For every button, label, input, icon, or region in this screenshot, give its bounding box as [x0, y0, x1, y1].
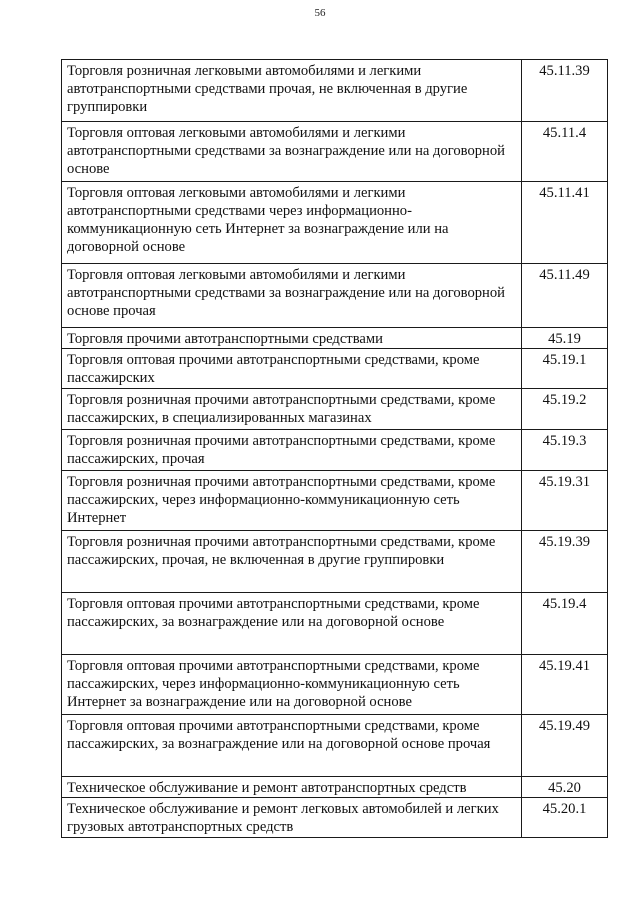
table-row	[62, 60, 608, 122]
table-row	[62, 430, 608, 471]
activity-name-cell: Торговля оптовая прочими автотранспортными средствами, кроме пассажирских, за вознаграждение или на договорной основе	[62, 593, 522, 655]
activity-code-cell: 45.19.31	[522, 471, 608, 531]
activity-code-cell: 45.19.39	[522, 531, 608, 593]
activity-code-cell: 45.19.49	[522, 715, 608, 777]
activity-code-cell: 45.11.4	[522, 122, 608, 182]
activity-name-cell: Торговля оптовая легковыми автомобилями и легкими автотранспортными средствами через информационно-коммуникационную сеть Интернет за вознаграждение или на договорной основе	[62, 182, 522, 264]
table-row	[62, 182, 608, 264]
activity-name-cell: Торговля розничная легковыми автомобилями и легкими автотранспортными средствами прочая, не включенная в другие группировки	[62, 60, 522, 122]
table-row	[62, 471, 608, 531]
activity-name-cell: Торговля прочими автотранспортными средствами	[62, 328, 522, 349]
activity-code-cell: 45.19	[522, 328, 608, 349]
table-row	[62, 349, 608, 389]
activity-name-cell: Торговля розничная прочими автотранспортными средствами, кроме пассажирских, через информационно-коммуникационную сеть Интернет	[62, 471, 522, 531]
activity-code-cell: 45.11.41	[522, 182, 608, 264]
activity-name-cell: Торговля оптовая прочими автотранспортными средствами, кроме пассажирских, за вознаграждение или на договорной основе прочая	[62, 715, 522, 777]
activity-code-cell: 45.11.39	[522, 60, 608, 122]
activity-code-cell: 45.19.41	[522, 655, 608, 715]
page-number: 56	[314, 7, 326, 19]
activity-name-cell: Техническое обслуживание и ремонт автотранспортных средств	[62, 777, 522, 798]
table-row	[62, 389, 608, 430]
activity-name-cell: Торговля оптовая прочими автотранспортными средствами, кроме пассажирских, через информационно-коммуникационную сеть Интернет за вознаграждение или на договорной основе	[62, 655, 522, 715]
table-row	[62, 328, 608, 349]
activity-code-cell: 45.20.1	[522, 798, 608, 838]
table-row	[62, 531, 608, 593]
table-row	[62, 264, 608, 328]
activity-code-cell: 45.20	[522, 777, 608, 798]
table-row	[62, 715, 608, 777]
activity-name-cell: Торговля оптовая прочими автотранспортными средствами, кроме пассажирских	[62, 349, 522, 389]
table-row	[62, 798, 608, 838]
activity-name-cell: Торговля розничная прочими автотранспортными средствами, кроме пассажирских, прочая, не включенная в другие группировки	[62, 531, 522, 593]
activity-code-cell: 45.19.4	[522, 593, 608, 655]
activity-name-cell: Торговля оптовая легковыми автомобилями и легкими автотранспортными средствами за вознаграждение или на договорной основе	[62, 122, 522, 182]
table-row	[62, 122, 608, 182]
activity-name-cell: Торговля розничная прочими автотранспортными средствами, кроме пассажирских, прочая	[62, 430, 522, 471]
table-row	[62, 777, 608, 798]
table-row	[62, 593, 608, 655]
activity-name-cell: Техническое обслуживание и ремонт легковых автомобилей и легких грузовых автотранспортных средств	[62, 798, 522, 838]
table-row	[62, 655, 608, 715]
activity-code-cell: 45.19.1	[522, 349, 608, 389]
activity-code-cell: 45.11.49	[522, 264, 608, 328]
classifier-table	[61, 59, 608, 838]
activity-name-cell: Торговля оптовая легковыми автомобилями и легкими автотранспортными средствами за вознаграждение или на договорной основе прочая	[62, 264, 522, 328]
activity-code-cell: 45.19.2	[522, 389, 608, 430]
activity-name-cell: Торговля розничная прочими автотранспортными средствами, кроме пассажирских, в специализированных магазинах	[62, 389, 522, 430]
activity-code-cell: 45.19.3	[522, 430, 608, 471]
